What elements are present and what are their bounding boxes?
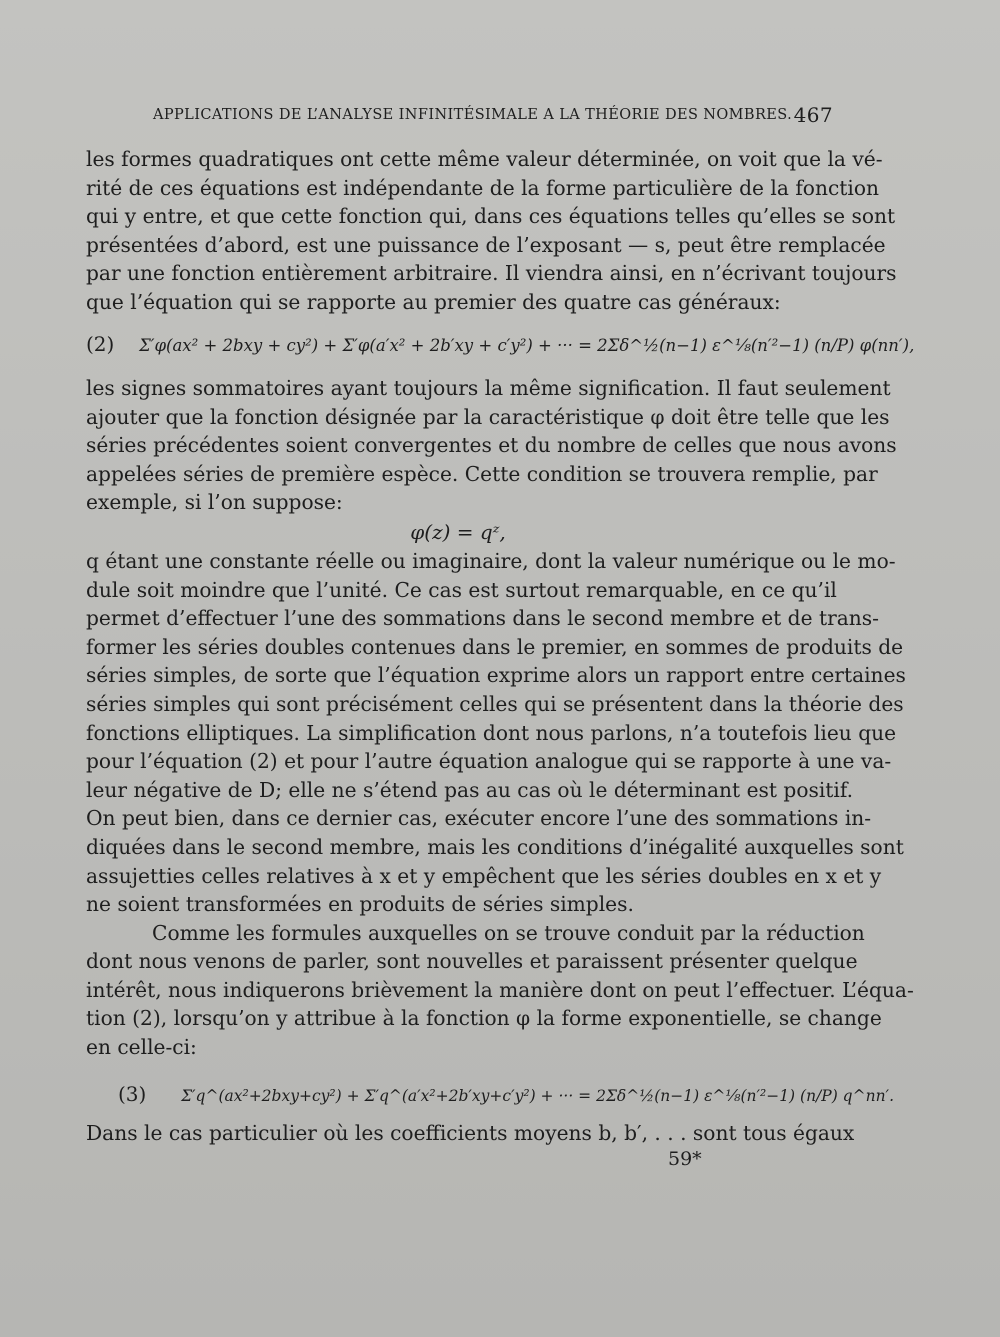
page-body-2 [86, 374, 914, 1062]
text-line: séries simples qui sont précisément celles qui se présentent dans la théorie des [86, 691, 904, 716]
text-line: diquées dans le second membre, mais les conditions d’inégalité auxquelles sont [86, 834, 904, 859]
signature-mark: 59* [668, 1148, 702, 1170]
text-line: Dans le cas particulier où les coefficients moyens b, b′, . . . sont tous égaux [86, 1121, 855, 1145]
paragraph-4 [86, 919, 914, 1062]
page-number: 467 [793, 103, 833, 127]
text-line: tion (2), lorsqu’on y attribue à la fonction φ la forme exponentielle, se change [86, 1006, 882, 1031]
text-line: appelées séries de première espèce. Cette condition se trouvera remplie, par [86, 461, 878, 486]
text-line: ne soient transformées en produits de séries simples. [86, 892, 634, 917]
text-line: qui y entre, et que cette fonction qui, dans ces équations telles qu’elles se sont [86, 204, 896, 229]
text-line: intérêt, nous indiquerons brièvement la manière dont on peut l’effectuer. L’équa- [86, 977, 914, 1002]
equation-number: (2) [86, 332, 115, 356]
text-line: en celle-ci: [86, 1035, 197, 1060]
text-line: séries précédentes soient convergentes et du nombre de celles que nous avons [86, 433, 897, 458]
text-line: dont nous venons de parler, sont nouvelles et paraissent présenter quelque [86, 949, 858, 974]
text-line: ajouter que la fonction désignée par la caractéristique φ doit être telle que les [86, 404, 890, 429]
equation-body: Σ′q^(ax²+2bxy+cy²) + Σ′q^(a′x²+2b′xy+c′y²) + ··· = 2Σδ^½(n−1) ε^⅛(n′²−1) (n/P) q^nn′. [181, 1087, 895, 1105]
text-line: On peut bien, dans ce dernier cas, exécuter encore l’une des sommations in- [86, 806, 872, 831]
text-line: séries simples, de sorte que l’équation exprime alors un rapport entre certaines [86, 663, 906, 688]
equation-3 [118, 1082, 895, 1106]
text-line: former les séries doubles contenues dans le premier, en sommes de produits de [86, 634, 904, 659]
text-line: permet d’effectuer l’une des sommations dans le second membre et de trans- [86, 606, 879, 631]
page-body [86, 145, 897, 317]
running-title: APPLICATIONS DE L’ANALYSE INFINITÉSIMALE A LA THÉORIE DES NOMBRES. [153, 107, 793, 123]
text-line: par une fonction entièrement arbitraire. Il viendra ainsi, en n’écrivant toujours [86, 261, 897, 286]
text-line: assujetties celles relatives à x et y empêchent que les séries doubles en x et y [86, 863, 882, 888]
text-line: présentées d’abord, est une puissance de l’exposant — s, peut être remplacée [86, 232, 886, 257]
paragraph-2 [86, 374, 897, 517]
text-line: exemple, si l’on suppose: [86, 490, 343, 515]
equation-body: Σ′φ(ax² + 2bxy + cy²) + Σ′φ(a′x² + 2b′xy + c′y²) + ··· = 2Σδ^½(n−1) ε^⅛(n′²−1) (n/P) φ(nn′), [139, 336, 915, 355]
text-line: Comme les formules auxquelles on se trouve conduit par la réduction [152, 920, 865, 945]
page-body-3 [86, 1119, 855, 1148]
text-line: dule soit moindre que l’unité. Ce cas est surtout remarquable, en ce qu’il [86, 577, 837, 602]
equation-2 [86, 332, 915, 356]
text-line: q étant une constante réelle ou imaginaire, dont la valeur numérique ou le mo- [86, 548, 896, 573]
equation-phi: φ(z) = qᶻ, [410, 519, 506, 544]
equation-number: (3) [118, 1082, 147, 1106]
text-line: les signes sommatoires ayant toujours la même signification. Il faut seulement [86, 376, 891, 400]
text-line: pour l’équation (2) et pour l’autre équation analogue qui se rapporte à une va- [86, 749, 892, 774]
text-line: fonctions elliptiques. La simplification dont nous parlons, n’a toutefois lieu que [86, 720, 897, 745]
text-line: rité de ces équations est indépendante de la forme particulière de la fonction [86, 175, 879, 200]
text-line: leur négative de D; elle ne s’étend pas au cas où le déterminant est positif. [86, 777, 854, 802]
paragraph-3 [86, 547, 906, 919]
paragraph-1 [86, 145, 897, 317]
text-line: les formes quadratiques ont cette même valeur déterminée, on voit que la vé- [86, 147, 883, 171]
text-line: que l’équation qui se rapporte au premier des quatre cas généraux: [86, 289, 781, 314]
